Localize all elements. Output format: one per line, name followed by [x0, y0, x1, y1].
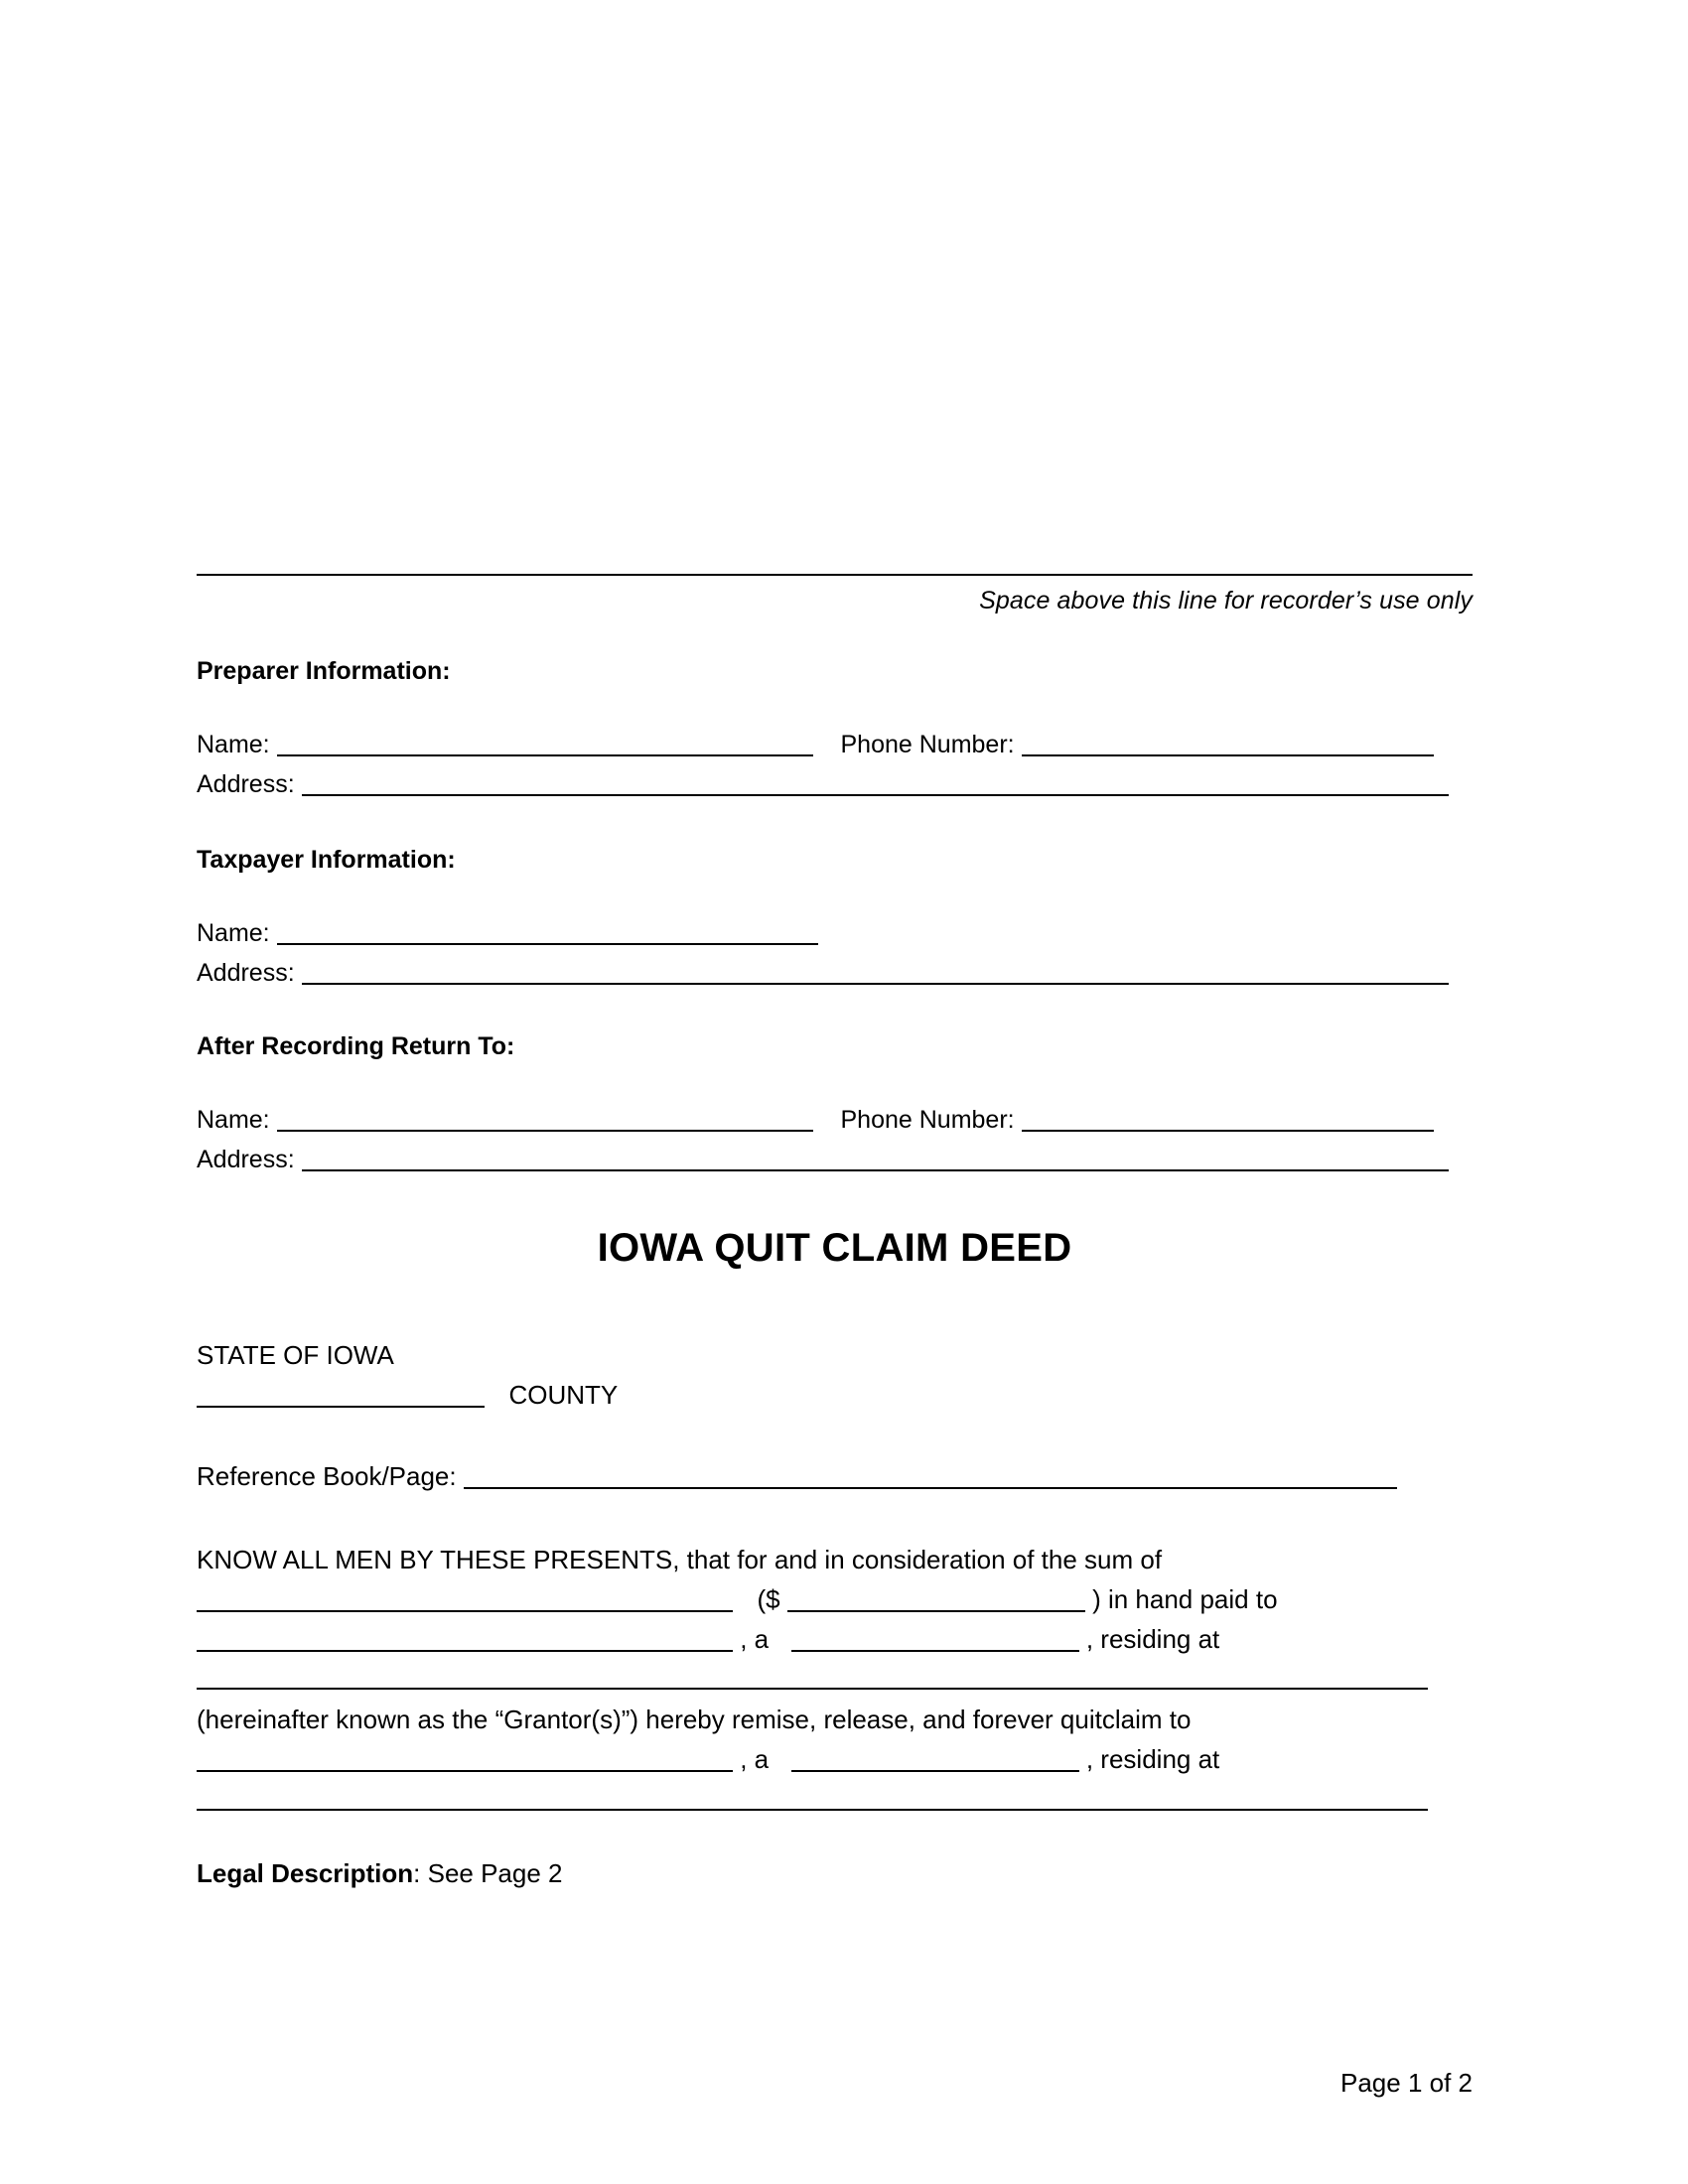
preparer-name-input[interactable] — [277, 754, 813, 756]
return-to-address-input[interactable] — [302, 1169, 1449, 1171]
recorder-use-note: Space above this line for recorder’s use only — [979, 587, 1473, 614]
county-row — [197, 1375, 618, 1415]
reference-book-page-label: Reference Book/Page: — [197, 1461, 457, 1491]
grantor-comma-a: , a — [740, 1624, 770, 1654]
return-to-name-input[interactable] — [277, 1130, 813, 1132]
taxpayer-name-row — [197, 913, 818, 953]
consideration-amount-input[interactable] — [787, 1610, 1085, 1612]
return-to-phone-input[interactable] — [1022, 1130, 1434, 1132]
preparer-information-heading: Preparer Information: — [197, 657, 451, 685]
dollar-open-paren: ($ — [757, 1584, 780, 1614]
county-label: COUNTY — [508, 1380, 619, 1410]
consideration-words-input[interactable] — [197, 1610, 733, 1612]
legal-description-value: : See Page 2 — [413, 1858, 563, 1888]
document-title: IOWA QUIT CLAIM DEED — [597, 1226, 1072, 1270]
preparer-phone-input[interactable] — [1022, 754, 1434, 756]
return-to-phone-label: Phone Number: — [840, 1106, 1015, 1134]
return-to-name-label: Name: — [197, 1106, 270, 1134]
consideration-amount-row — [197, 1579, 1278, 1619]
grantee-comma-a: , a — [740, 1744, 770, 1774]
preparer-address-label: Address: — [197, 770, 295, 798]
grantee-address-input[interactable] — [197, 1809, 1428, 1811]
taxpayer-address-input[interactable] — [302, 983, 1449, 985]
preparer-address-row — [197, 764, 1449, 804]
taxpayer-name-input[interactable] — [277, 943, 818, 945]
preparer-phone-label: Phone Number: — [840, 731, 1015, 758]
taxpayer-address-label: Address: — [197, 959, 295, 987]
taxpayer-information-heading: Taxpayer Information: — [197, 846, 456, 874]
return-to-address-row — [197, 1140, 1449, 1179]
grantor-definition-clause: (hereinafter known as the “Grantor(s)”) hereby remise, release, and forever quitclaim to — [197, 1705, 1192, 1734]
reference-book-page-input[interactable] — [464, 1487, 1397, 1489]
grantee-entity-type-input[interactable] — [791, 1770, 1079, 1772]
grantee-row — [197, 1739, 1219, 1779]
legal-description-row — [197, 1858, 563, 1889]
preparer-name-label: Name: — [197, 731, 270, 758]
state-of-iowa-line: STATE OF IOWA — [197, 1340, 394, 1370]
taxpayer-address-row — [197, 953, 1449, 993]
consideration-clause: KNOW ALL MEN BY THESE PRESENTS, that for and in consideration of the sum of — [197, 1545, 1163, 1574]
dollar-close-paren: ) in hand paid to — [1092, 1584, 1278, 1614]
grantor-row — [197, 1619, 1219, 1659]
county-input[interactable] — [197, 1406, 485, 1408]
grantor-residing-at: , residing at — [1085, 1624, 1220, 1654]
grantor-name-input[interactable] — [197, 1650, 733, 1652]
preparer-name-row — [197, 725, 1434, 764]
page-number: Page 1 of 2 — [1340, 2068, 1473, 2098]
return-to-address-label: Address: — [197, 1146, 295, 1173]
preparer-address-input[interactable] — [302, 794, 1449, 796]
legal-description-label: Legal Description — [197, 1858, 414, 1888]
recorder-space-divider — [197, 574, 1473, 576]
grantor-address-input[interactable] — [197, 1688, 1428, 1690]
after-recording-return-to-heading: After Recording Return To: — [197, 1032, 515, 1060]
grantee-name-input[interactable] — [197, 1770, 733, 1772]
grantee-residing-at: , residing at — [1085, 1744, 1220, 1774]
reference-book-page-row — [197, 1456, 1397, 1496]
grantor-entity-type-input[interactable] — [791, 1650, 1079, 1652]
taxpayer-name-label: Name: — [197, 919, 270, 947]
return-to-name-row — [197, 1100, 1434, 1140]
